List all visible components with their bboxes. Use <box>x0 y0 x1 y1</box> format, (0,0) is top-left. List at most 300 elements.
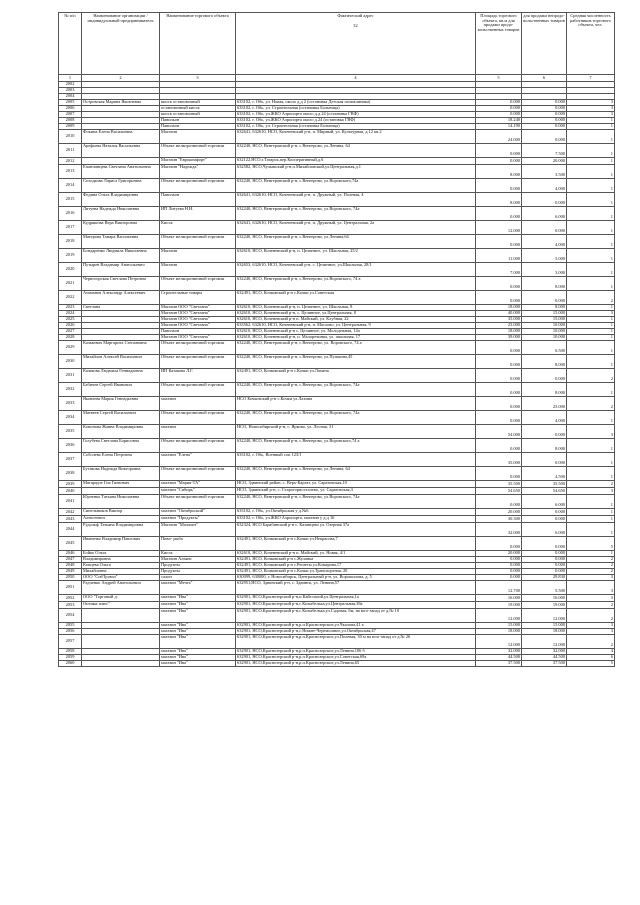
staff-count: 2 <box>567 563 615 569</box>
trade-object-name: Объект мелкорозничной торговли <box>160 383 236 397</box>
staff-count: 2 <box>567 635 615 649</box>
row-number: 2026 <box>59 323 82 329</box>
staff-count: 3 <box>567 595 615 602</box>
organization-name: Атаманов Александр Алексеевич <box>82 291 160 305</box>
staff-count: 1 <box>567 158 615 165</box>
row-number: 2042 <box>59 509 82 516</box>
address: 632610, НСО, Коченевский р-н, п. Целинное, ул. Школьная, 8 <box>236 305 476 311</box>
header-address <box>236 13 476 75</box>
address: 633102, г. Обь, Военный г.ок 123/1 <box>236 453 476 467</box>
organization-name: Владимировна <box>82 557 160 563</box>
staff-count: 2 <box>567 481 615 488</box>
address: 633102, г. Обь, ул.Октябрьская у д.№6 <box>236 509 476 516</box>
trade-object-name: салон <box>160 575 236 581</box>
nonfood-area: 0.000 <box>522 291 567 305</box>
address: 632240, НСО, Венгеровский р-н, с.Венгерово, ул.Ленина,64 <box>236 235 476 249</box>
nonfood-area: 0.000 <box>522 124 567 130</box>
nonfood-area: 10.000 <box>522 323 567 329</box>
food-area: 18.000 <box>476 305 522 311</box>
table-row <box>59 355 615 369</box>
table-row <box>59 341 615 355</box>
row-number: 2033 <box>59 397 82 411</box>
trade-object-name: магазин "Ива" <box>160 649 236 655</box>
table-row <box>59 383 615 397</box>
trade-object-name: остановочный киоск <box>160 106 236 112</box>
row-number: 2004 <box>59 94 82 100</box>
address: 632610, НСО, Коченевский р-н п. Майский, ул. Новая, 4/1 <box>236 551 476 557</box>
nonfood-area: 8.000 <box>522 277 567 291</box>
trade-object-name: Объект мелкорозничной торговли <box>160 439 236 453</box>
staff-count: 1 <box>567 249 615 263</box>
trade-object-name: магазин "Елена" <box>160 453 236 467</box>
row-number: 2030 <box>59 355 82 369</box>
food-area: 0.000 <box>476 569 522 575</box>
table-row <box>59 635 615 649</box>
address: 633562, 632610, НСО, Коченевский р-н, п. Маслово, ул. Центральная, 9 <box>236 323 476 329</box>
trade-object-name: Магазин <box>160 130 236 144</box>
trade-object-name: магазин "Октябрьский" <box>160 509 236 516</box>
nonfood-area: 29.830 <box>522 575 567 581</box>
organization-name: ООО "СибТрэвэл" <box>82 575 160 581</box>
nonfood-area: 25.000 <box>522 397 567 411</box>
nonfood-area: 10.000 <box>522 329 567 335</box>
food-area: 0.000 <box>476 369 522 383</box>
nonfood-area: 7.500 <box>522 144 567 158</box>
address: 632491, НСО, Кочковский р-н с.Решеты ул.Комарова,17 <box>236 563 476 569</box>
organization-name: Епанчинцева Светлана Анатольевна <box>82 165 160 179</box>
row-number: 2046 <box>59 551 82 557</box>
staff-count: 6 <box>567 655 615 661</box>
staff-count: 1 <box>567 263 615 277</box>
address: 632240, НСО, Венгеровский р-н, с.Венгерово, ул.Воровского, 74а <box>236 411 476 425</box>
nonfood-area: 44.500 <box>522 655 567 661</box>
address: НСО, Новосибирский р-н, с. Ярково, ул. Лесная, 31 <box>236 425 476 439</box>
staff-count: 2 <box>567 397 615 411</box>
food-area: 18.240 <box>476 118 522 124</box>
organization-name: Бондаренко Людмила Николаевна <box>82 249 160 263</box>
staff-count: 1 <box>567 323 615 329</box>
address: 632122,НСО,г.Татарск,пер.Кооперативный,д.6 <box>236 158 476 165</box>
row-number: 2039 <box>59 481 82 488</box>
row-number: 2049 <box>59 569 82 575</box>
nonfood-area: 16.000 <box>522 595 567 602</box>
staff-count: 2 <box>567 602 615 609</box>
trade-object-name: Магазин "Надежда" <box>160 165 236 179</box>
nonfood-area: 19.000 <box>522 602 567 609</box>
organization-name: Бойко Ольга <box>82 551 160 557</box>
trade-object-name: Строительные товары <box>160 291 236 305</box>
table-row <box>59 595 615 602</box>
table-row <box>59 481 615 488</box>
organization-name: Копцева Ольга <box>82 563 160 569</box>
staff-count: 3 <box>567 629 615 635</box>
organization-name: Михайловна <box>82 569 160 575</box>
row-number: 2055 <box>59 623 82 629</box>
row-number: 2022 <box>59 291 82 305</box>
nonfood-area: 18.000 <box>522 629 567 635</box>
row-number: 2040 <box>59 488 82 495</box>
food-area: 11.000 <box>476 249 522 263</box>
row-number: 2018 <box>59 235 82 249</box>
address: 632641, 632610, НСО, Коченевский р-н, п. Дружный, ул. Полевая, 4 <box>236 193 476 207</box>
row-number: 2058 <box>59 649 82 655</box>
food-area: 0.000 <box>476 341 522 355</box>
row-number: 2005 <box>59 100 82 106</box>
row-number: 2032 <box>59 383 82 397</box>
trade-object-name: киоск остановочный <box>160 100 236 106</box>
staff-count: 1 <box>567 130 615 144</box>
row-number: 2052 <box>59 595 82 602</box>
staff-count: 2 <box>567 291 615 305</box>
food-area: 0.000 <box>476 563 522 569</box>
staff-count: 1 <box>567 124 615 130</box>
row-number: 2025 <box>59 317 82 323</box>
food-area: 18.000 <box>476 629 522 635</box>
nonfood-area: 20.000 <box>522 158 567 165</box>
staff-count: 1 <box>567 277 615 291</box>
staff-count: 5 <box>567 537 615 551</box>
address: НСО, Здвинский район, с. Верх-Каргат, ул. Саратовская,10 <box>236 481 476 488</box>
organization-name: Литуева Надежда Николаевна <box>82 207 160 221</box>
row-number: 2024 <box>59 311 82 317</box>
organization-name: Иваненко Владимир Павлович <box>82 537 160 551</box>
row-number: 2031 <box>59 369 82 383</box>
column-number: 1 <box>59 75 82 82</box>
address: 632901, НСО,Краснозерский р-н,с.Колыбелька,ул.Садовая, 6м, на юго-запад от д.№ 10 <box>236 609 476 623</box>
nonfood-area: 6.500 <box>522 341 567 355</box>
header-food-area: Площадь торгового объекта, кв.м для продажи продо-вольственных товаров <box>476 13 522 75</box>
nonfood-area: 0.000 <box>522 130 567 144</box>
column-number: 6 <box>522 75 567 82</box>
address: 632653, 632610, НСО, Коченевский р-н, с. Целинное, ул.Школьная, 28/1 <box>236 263 476 277</box>
table-row <box>59 277 615 291</box>
table-row <box>59 207 615 221</box>
address: 632240, НСО, Венгеровский р-н, с.Венгерово, ул.Ленина, 64 <box>236 144 476 158</box>
address: 632901, НСО,Краснозерский р-н,п.Кайг.скоий,ул.Центральная,1а <box>236 595 476 602</box>
trade-object-name: Магазин ООО "Светлана" <box>160 305 236 311</box>
trade-object-name: Павильон <box>160 124 236 130</box>
organization-name <box>82 661 160 667</box>
trade-object-name: Магазин <box>160 249 236 263</box>
trade-object-name: Магазин ООО "Светлана" <box>160 317 236 323</box>
address: 632240, НСО, Венгеровский р-н, с.Венгерово, ул.Воровского,74 а <box>236 439 476 453</box>
food-area: 32.000 <box>476 523 522 537</box>
address: 632240, НСО, Венгеровский р-н, с.Венгерово, ул.Воровского, 74а <box>236 495 476 509</box>
organization-name: Черногорская Светлана Петровна <box>82 277 160 291</box>
organization-name: Михайлов Алексей Васильевич <box>82 355 160 369</box>
nonfood-area: 6.000 <box>522 207 567 221</box>
row-number: 2010 <box>59 130 82 144</box>
staff-count: 1 <box>567 221 615 235</box>
food-area: 0.000 <box>476 397 522 411</box>
trade-object-name: Объект мелкорозничной торговли <box>160 235 236 249</box>
table-row <box>59 467 615 481</box>
table-row <box>59 523 615 537</box>
row-number: 2021 <box>59 277 82 291</box>
address: 632610, НСО, Коченевский р-н п. Майский, ул. Клубная, 22 <box>236 317 476 323</box>
address: 632240, НСО, Венгеровский р-н, с.Венгерово, ул. Воровского, 74 а <box>236 341 476 355</box>
organization-name: Матарадзе Гиа Гиевович <box>82 481 160 488</box>
table-row <box>59 453 615 467</box>
nonfood-area: 32.000 <box>522 649 567 655</box>
table-row <box>59 221 615 235</box>
address: 633102, г. Обь, ул.ЖКО Аэропорта около д.24 (остановка ГВФ) <box>236 118 476 124</box>
nonfood-area: 12.000 <box>522 635 567 649</box>
address: 633102, г. Обь, ул. Новая, около д.д 2 (остановка Детская поликлиника) <box>236 100 476 106</box>
food-area: 0.000 <box>476 557 522 563</box>
food-area: 54.650 <box>476 488 522 495</box>
nonfood-area: 12.000 <box>522 609 567 623</box>
food-area: 44.500 <box>476 655 522 661</box>
nonfood-area: 6.000 <box>522 523 567 537</box>
organization-name: Голубева Светлана Борисовна <box>82 439 160 453</box>
address: 632491, НСО, Кочковский р-н с.Кочки ул.Советская <box>236 291 476 305</box>
address: 632641, 632610, НСО, Коченевский р-н, п. Дружный, ул. Центральная, 2а <box>236 221 476 235</box>
nonfood-area: 0.000 <box>522 221 567 235</box>
staff-count: 1 <box>567 411 615 425</box>
food-area: 0.000 <box>476 575 522 581</box>
row-number: 2035 <box>59 425 82 439</box>
trade-object-name: магазин "Ива" <box>160 661 236 667</box>
trade-object-name: магазин "Сибирь" <box>160 488 236 495</box>
row-number: 2053 <box>59 602 82 609</box>
address: НСО Кочковский р-н с.Кочки ул.Лахина <box>236 397 476 411</box>
row-number: 2038 <box>59 467 82 481</box>
trade-object-name: Объект мелкорозничной торговли <box>160 411 236 425</box>
address: 633102, г. Обь, ул.ЖКО Аэропорта, магазин у д.д 16 <box>236 516 476 523</box>
header-address-label: Фактический адрес <box>337 13 374 18</box>
food-area: 20.000 <box>476 551 522 557</box>
trade-object-name: Магазин ООО "Светлана" <box>160 323 236 329</box>
table-row <box>59 537 615 551</box>
nonfood-area: 4.000 <box>522 411 567 425</box>
table-row <box>59 263 615 277</box>
trade-object-name: Киоск <box>160 221 236 235</box>
organization-name: Бутакова Надежда Викторовна <box>82 467 160 481</box>
address: 632324, НСО Барабинский р-н с. Казанцево ул. Озерная 37а <box>236 523 476 537</box>
address: 632240, НСО, Венгеровский р-н, с.Венгерово, ул.Воровского, 74 а <box>236 277 476 291</box>
row-number: 2017 <box>59 221 82 235</box>
staff-count: 1 <box>567 383 615 397</box>
row-number: 2013 <box>59 165 82 179</box>
table-row <box>59 581 615 595</box>
nonfood-area: 8.000 <box>522 383 567 397</box>
table-row <box>59 193 615 207</box>
address: 632240, НСО, Венгеровский р-н, с.Венгерово, ул.Воровского,74а <box>236 179 476 193</box>
trade-object-name: магазин "Ива" <box>160 609 236 623</box>
organization-name: Оптима плюс" <box>82 602 160 609</box>
nonfood-area: 3.000 <box>522 263 567 277</box>
address: 632610, НСО, Коченевский р-н, п. Малоречинка, ул. школьная, 17 <box>236 335 476 341</box>
nonfood-area: 3.500 <box>522 165 567 179</box>
food-area: 0.000 <box>476 291 522 305</box>
nonfood-area: 15.000 <box>522 317 567 323</box>
trade-object-name: магазин "Ива" <box>160 635 236 649</box>
row-number: 2016 <box>59 207 82 221</box>
organization-name: Федина Ольга Владимировна <box>82 193 160 207</box>
column-number: 5 <box>476 75 522 82</box>
address: НСО, Здвинский р-н, с. Старогорносталево, ул. Саратовская,3 <box>236 488 476 495</box>
food-area: 12.700 <box>476 581 522 595</box>
food-area: 39.000 <box>476 335 522 341</box>
address: 632901, НСО,Краснозерский р-н,р.п.Краснозерское,ул.Ленина,106 б <box>236 649 476 655</box>
organization-name: Кудряшова Вера Викторовна <box>82 221 160 235</box>
page-number: 32 <box>353 22 358 28</box>
column-number: 7 <box>567 75 615 82</box>
food-area: 0.000 <box>476 100 522 106</box>
food-area: 24.000 <box>476 130 522 144</box>
nonfood-area: 8.000 <box>522 305 567 311</box>
food-area: 54.000 <box>476 425 522 439</box>
staff-count: 2 <box>567 609 615 623</box>
nonfood-area: 54.650 <box>522 488 567 495</box>
column-number: 4 <box>236 75 476 82</box>
row-number: 2047 <box>59 557 82 563</box>
nonfood-area: 10.000 <box>522 335 567 341</box>
table-row <box>59 249 615 263</box>
row-number: 2020 <box>59 263 82 277</box>
food-area: 14.190 <box>476 124 522 130</box>
row-number: 2059 <box>59 655 82 661</box>
nonfood-area: 0.000 <box>522 509 567 516</box>
food-area: 0.000 <box>476 179 522 193</box>
food-area: 8.000 <box>476 193 522 207</box>
food-area: 35.000 <box>476 317 522 323</box>
address: 632901, НСО,Краснозерский р-н,с.Колыбелька,ул.Центральная,38а <box>236 602 476 609</box>
row-number: 2003 <box>59 88 82 94</box>
trade-object-name: Павильон <box>160 193 236 207</box>
table-header <box>59 13 615 82</box>
organization-name: Матвеев Сергей Васильевич <box>82 411 160 425</box>
address: 632491, НСО, Кочковский р-н с.Кочки ул.Некрасова,7 <box>236 537 476 551</box>
row-number: 2041 <box>59 495 82 509</box>
header-organization: Наименование организации / индивидуальный предприниматель <box>82 13 160 75</box>
organization-name: ООО "Торговый д. <box>82 595 160 602</box>
row-number: 2012 <box>59 158 82 165</box>
header-number: № п/п <box>59 13 82 75</box>
food-area: 0.000 <box>476 355 522 369</box>
trade-object-name: Павильон <box>160 329 236 335</box>
staff-count: 3 <box>567 623 615 629</box>
nonfood-area: 0.000 <box>522 537 567 551</box>
staff-count: 3 <box>567 311 615 317</box>
row-number: 2014 <box>59 179 82 193</box>
column-number-row <box>59 75 615 82</box>
address: 633102, г. Обь, ул.ЖКО Аэропорта около д.д 24 (остановка ГВФ) <box>236 112 476 118</box>
staff-count: 1 <box>567 118 615 124</box>
food-area: 19.000 <box>476 602 522 609</box>
staff-count: 1 <box>567 439 615 453</box>
staff-count: 1 <box>567 207 615 221</box>
nonfood-area: 0.000 <box>522 563 567 569</box>
staff-count: 1 <box>567 453 615 467</box>
staff-count: 1 <box>567 523 615 537</box>
staff-count: 2 <box>567 369 615 383</box>
nonfood-area: 5.500 <box>522 581 567 595</box>
organization-name: Кононова Жанна Владимировна <box>82 425 160 439</box>
nonfood-area: 0.000 <box>522 453 567 467</box>
staff-count: 1 <box>567 193 615 207</box>
table-row <box>59 609 615 623</box>
nonfood-area: 37.500 <box>522 661 567 667</box>
organization-name: Арефьева Наталья Васильевна <box>82 144 160 158</box>
address: 632951,НСО, Здвинский р-н, с. Здвинск, ул. Ленина,57 <box>236 581 476 595</box>
nonfood-area: 15.000 <box>522 311 567 317</box>
nonfood-area: 0.000 <box>522 106 567 112</box>
table-body <box>59 82 615 667</box>
row-number: 2034 <box>59 411 82 425</box>
food-area: 0.000 <box>476 144 522 158</box>
table-row <box>59 495 615 509</box>
staff-count: 1 <box>567 516 615 523</box>
trade-objects-table <box>58 12 615 667</box>
nonfood-area: 4.500 <box>522 467 567 481</box>
address: 632491, НСО, Кочковский р-н с.Кочки ул.Лахина <box>236 369 476 383</box>
trade-object-name: магазин <box>160 397 236 411</box>
trade-object-name: магазин "Продукты" <box>160 516 236 523</box>
row-number: 2043 <box>59 516 82 523</box>
organization-name: Светлана <box>82 305 160 311</box>
table-row <box>59 235 615 249</box>
table-row <box>59 439 615 453</box>
organization-name: Радченко Андрей Анатольевич <box>82 581 160 595</box>
organization-name <box>82 488 160 495</box>
nonfood-area: 0.000 <box>522 112 567 118</box>
trade-object-name: Объект мелкорозничной торговли <box>160 144 236 158</box>
table-row <box>59 425 615 439</box>
nonfood-area: 8.000 <box>522 439 567 453</box>
trade-object-name: магазин "Ива" <box>160 623 236 629</box>
nonfood-area: 35.500 <box>522 481 567 488</box>
organization-name: Казакова Людмила Геннадьевна <box>82 369 160 383</box>
nonfood-area: 0.000 <box>522 118 567 124</box>
staff-count: 5 <box>567 661 615 667</box>
food-area: 12.000 <box>476 609 522 623</box>
trade-object-name: магазин "Ива" <box>160 595 236 602</box>
trade-object-name: Магазин <box>160 263 236 277</box>
address: 633102, г. Обь, ул. Строительная (остановка Больница) <box>236 106 476 112</box>
table-row <box>59 397 615 411</box>
food-area: 16.000 <box>476 595 522 602</box>
food-area: 12.000 <box>476 221 522 235</box>
row-number: 2060 <box>59 661 82 667</box>
staff-count: 1 <box>567 329 615 335</box>
trade-object-name: Объект мелкорозничной торговли <box>160 495 236 509</box>
table-row <box>59 516 615 523</box>
food-area: 32.000 <box>476 649 522 655</box>
row-number: 2045 <box>59 537 82 551</box>
food-area: 12.000 <box>476 635 522 649</box>
table-row <box>59 488 615 495</box>
staff-count: 1 <box>567 341 615 355</box>
row-number: 2006 <box>59 106 82 112</box>
row-number: 2044 <box>59 523 82 537</box>
organization-name: Пузырев Владимир Анатольевич <box>82 263 160 277</box>
food-area: 0.000 <box>476 537 522 551</box>
trade-object-name: Объект мелкорозничной торговли <box>160 467 236 481</box>
nonfood-area: 15.000 <box>522 623 567 629</box>
staff-count: 1 <box>567 235 615 249</box>
trade-object-name: магазин "Ива" <box>160 655 236 661</box>
nonfood-area: 4.000 <box>522 179 567 193</box>
trade-object-name: Магазин ООО "Светлана" <box>160 311 236 317</box>
row-number: 2054 <box>59 609 82 623</box>
organization-name: Матерова Тамара Васильевна <box>82 235 160 249</box>
food-area: 7.000 <box>476 263 522 277</box>
trade-object-name: Объект мелкорозничной торговли <box>160 355 236 369</box>
staff-count: 1 <box>567 317 615 323</box>
row-number: 2008 <box>59 118 82 124</box>
